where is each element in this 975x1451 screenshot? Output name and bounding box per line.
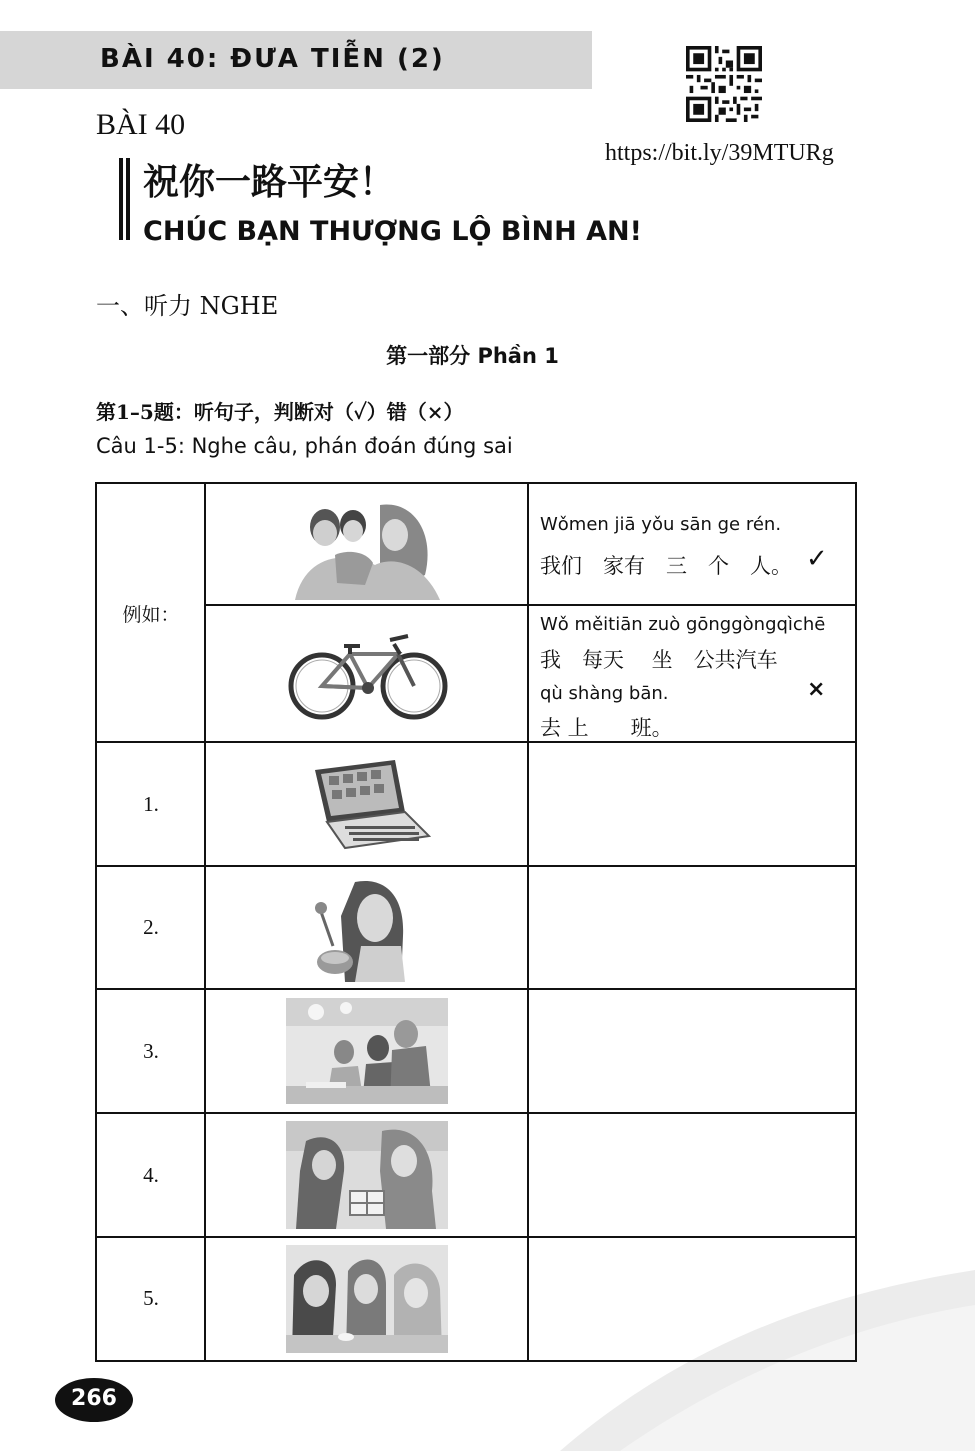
row3-label: 3. <box>143 1039 159 1063</box>
table-border-top <box>95 482 857 484</box>
lesson-title-chinese: 祝你一路平安！ <box>143 161 396 203</box>
part-heading: 第一部分 Phần 1 <box>386 344 559 368</box>
qr-code <box>686 46 762 122</box>
woman-eating-photo <box>305 876 417 982</box>
bicycle-photo <box>288 626 448 722</box>
row1-label: 1. <box>143 792 159 816</box>
example1-pinyin: Wǒmen jiā yǒu sān ge rén. <box>540 514 782 535</box>
office-meeting-photo <box>286 998 448 1104</box>
running-header-title: BÀI 40: ĐƯA TIỄN (2) <box>100 44 445 74</box>
table-divider-row2 <box>95 988 857 990</box>
women-gift-photo <box>286 1121 448 1229</box>
title-rule-left <box>119 158 123 240</box>
table-divider-col2 <box>527 482 529 1362</box>
example-label: 例如： <box>122 604 180 626</box>
title-rule-right <box>126 158 130 240</box>
example1-check-mark: ✓ <box>806 544 828 574</box>
example2-pinyin-line1: Wǒ měitiān zuò gōnggòngqìchē <box>540 614 826 635</box>
table-divider-row1 <box>95 865 857 867</box>
example2-pinyin-line2: qù shàng bān. <box>540 683 669 704</box>
instruction-chinese: 第1–5题：听句子，判断对（✓）错（×） <box>96 400 464 424</box>
instruction-vietnamese: Câu 1-5: Nghe câu, phán đoán đúng sai <box>96 434 513 458</box>
example2-cross-mark: × <box>807 677 826 702</box>
table-divider-row4 <box>95 1236 857 1238</box>
family-photo <box>285 495 445 600</box>
example2-hanzi-line1: 我 每天 坐 公共汽车 <box>540 648 778 672</box>
table-border-right <box>855 482 857 1362</box>
row4-label: 4. <box>143 1163 159 1187</box>
friends-cafe-photo <box>286 1245 448 1353</box>
qr-url[interactable]: https://bit.ly/39MTURg <box>605 140 834 166</box>
lesson-title-vietnamese: CHÚC BẠN THƯỢNG LỘ BÌNH AN! <box>143 216 642 247</box>
table-border-bottom <box>95 1360 857 1362</box>
table-divider-example <box>204 604 857 606</box>
lesson-number: BÀI 40 <box>96 108 186 141</box>
page-number: 266 <box>71 1386 117 1411</box>
row5-label: 5. <box>143 1286 159 1310</box>
section-heading: 一、听力 NGHE <box>96 292 279 320</box>
table-divider-row0 <box>95 741 857 743</box>
row2-label: 2. <box>143 915 159 939</box>
example1-hanzi: 我们 家有 三 个 人。 <box>540 554 792 578</box>
tablet-keyboard-photo <box>305 756 433 852</box>
table-divider-row3 <box>95 1112 857 1114</box>
example2-hanzi-line2: 去 上 班。 <box>540 716 673 740</box>
